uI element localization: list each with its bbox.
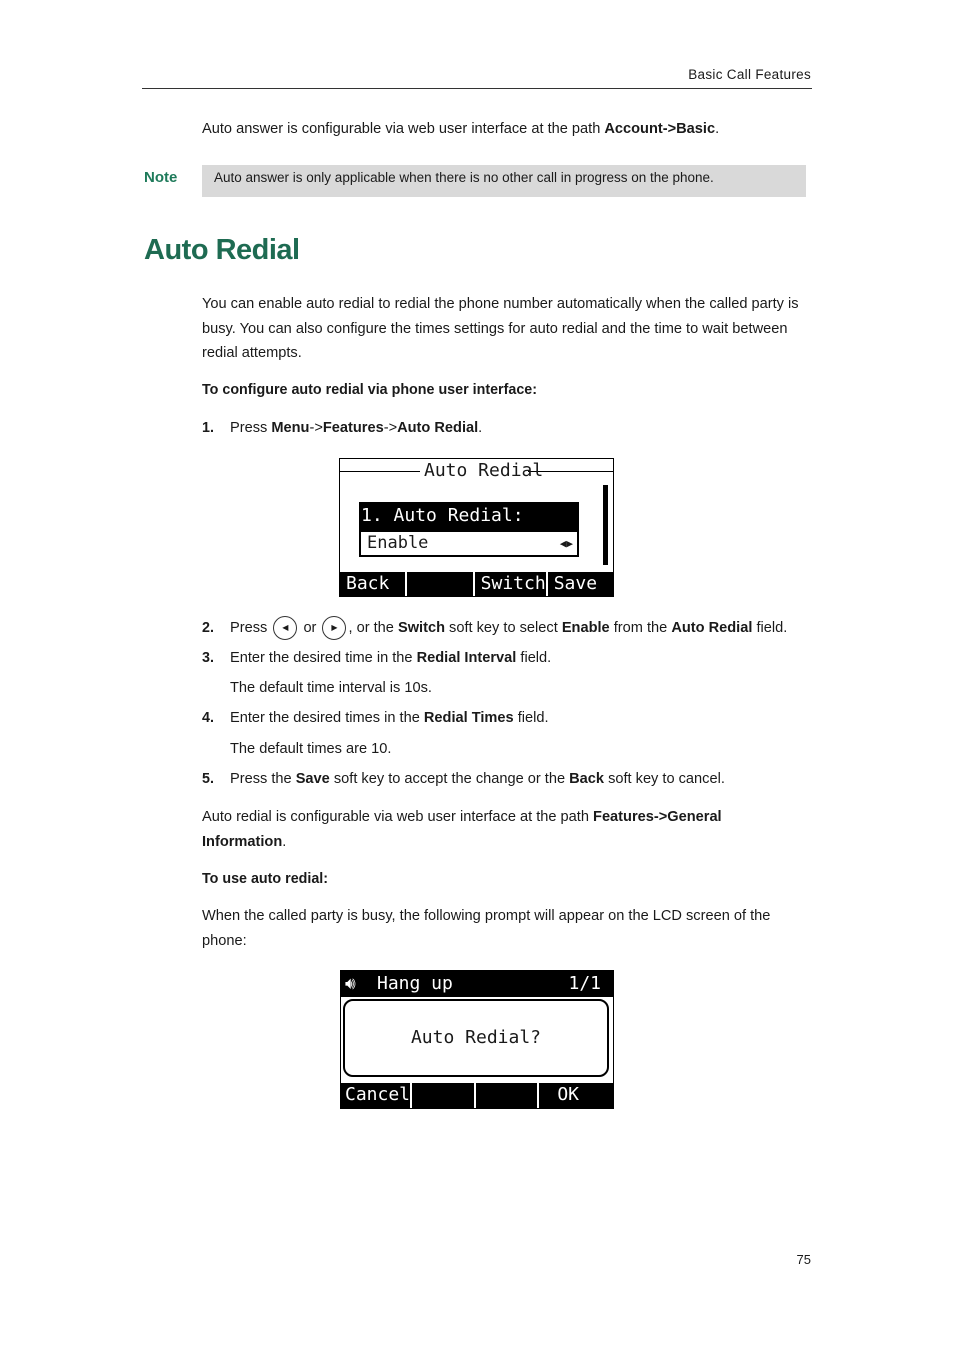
intro-paragraph bbox=[202, 117, 812, 142]
web-text: Auto redial is configurable via web user interface at the path bbox=[202, 809, 594, 825]
lcd-auto-redial-screen bbox=[339, 458, 614, 597]
step-3-sub: The default time interval is 10s. bbox=[230, 680, 432, 696]
step-2-text-b: soft key to select bbox=[445, 620, 562, 636]
step-2-text-a: , or the bbox=[348, 620, 398, 636]
lcd-status-bar bbox=[341, 971, 613, 997]
lcd-scrollbar bbox=[603, 485, 608, 565]
path-separator: -> bbox=[662, 121, 677, 137]
running-header: Basic Call Features bbox=[688, 67, 811, 82]
sep: -> bbox=[309, 420, 323, 436]
intro-text: Auto answer is configurable via web user interface at the path bbox=[202, 121, 605, 137]
step-2-text bbox=[230, 616, 787, 641]
key-auto-redial: Auto Redial bbox=[671, 620, 753, 636]
path-general-information: General Information bbox=[202, 809, 722, 850]
lcd-softkey-bar bbox=[341, 1083, 613, 1108]
softkey-switch[interactable]: Switch bbox=[473, 572, 546, 596]
field-redial-times: Redial Times bbox=[423, 710, 514, 726]
lcd-prompt-text: Auto Redial? bbox=[410, 1027, 542, 1048]
softkey-ok[interactable]: OK bbox=[537, 1083, 613, 1108]
step-4-post: field. bbox=[513, 710, 549, 726]
key-save: Save bbox=[295, 771, 330, 787]
step-3-text bbox=[230, 646, 551, 671]
key-enable: Enable bbox=[561, 620, 610, 636]
step-1-number: 1. bbox=[202, 420, 214, 436]
step-1-post: . bbox=[478, 420, 483, 436]
step-5-post: soft key to cancel. bbox=[604, 771, 725, 787]
step-3-number: 3. bbox=[202, 650, 214, 666]
step-4-pre: Enter the desired times in the bbox=[230, 710, 424, 726]
speaker-icon: 🔊︎ bbox=[345, 974, 356, 994]
sep: -> bbox=[383, 420, 398, 436]
lcd-selected-item: 1. Auto Redial: bbox=[359, 502, 579, 530]
key-features: Features bbox=[322, 420, 384, 436]
lcd-value: Enable bbox=[367, 533, 429, 553]
softkey-empty[interactable] bbox=[405, 572, 472, 596]
use-heading: To use auto redial: bbox=[202, 871, 329, 887]
path-account: Account bbox=[604, 121, 663, 137]
intro-end: . bbox=[715, 121, 720, 137]
lcd-title: Auto Redial bbox=[424, 460, 544, 481]
section-title: Auto Redial bbox=[144, 234, 300, 266]
step-5-pre: Press the bbox=[230, 771, 296, 787]
lcd-softkey-bar bbox=[340, 572, 613, 596]
step-2-number: 2. bbox=[202, 620, 214, 636]
step-2-text-c: from the bbox=[609, 620, 672, 636]
key-switch: Switch bbox=[397, 620, 445, 636]
step-3-post: field. bbox=[516, 650, 552, 666]
softkey-save[interactable]: Save bbox=[546, 572, 613, 596]
softkey-empty[interactable] bbox=[410, 1083, 474, 1108]
use-text: When the called party is busy, the following prompt will appear on the LCD screen of the phone: bbox=[202, 908, 771, 949]
lcd-value-field bbox=[359, 530, 579, 557]
section-description: You can enable auto redial to redial the phone number automatically when the called party is busy. You can also configure the times settings for auto redial and the time to wait between redial attempts. bbox=[202, 296, 799, 361]
step-2-pre: Press bbox=[230, 620, 268, 636]
note-label: Note bbox=[144, 169, 178, 186]
key-menu: Menu bbox=[271, 420, 310, 436]
path-separator: -> bbox=[653, 809, 668, 825]
step-4-text bbox=[230, 706, 549, 731]
step-2-or: or bbox=[303, 620, 317, 636]
note-text: Auto answer is only applicable when there is no other call in progress on the phone. bbox=[214, 170, 714, 185]
page-number: 75 bbox=[796, 1252, 811, 1267]
softkey-back[interactable]: Back bbox=[346, 573, 390, 594]
step-4-sub: The default times are 10. bbox=[230, 741, 392, 757]
key-back: Back bbox=[569, 771, 605, 787]
softkey-cancel[interactable]: Cancel bbox=[345, 1084, 411, 1105]
step-1-text bbox=[230, 416, 482, 441]
web-end: . bbox=[282, 833, 287, 850]
right-arrow-key-icon: ▶ bbox=[322, 616, 346, 640]
header-rule bbox=[142, 88, 812, 89]
path-basic: Basic bbox=[676, 121, 716, 137]
step-5-text bbox=[230, 767, 725, 792]
lcd-hang-up-screen bbox=[340, 970, 614, 1109]
step-3-pre: Enter the desired time in the bbox=[230, 650, 417, 666]
left-right-arrows-icon: ◀▶ bbox=[559, 537, 573, 550]
left-arrow-key-icon: ◀ bbox=[273, 616, 297, 640]
lcd-prompt-box bbox=[343, 999, 609, 1077]
title-rule-left bbox=[340, 471, 420, 472]
path-features: Features bbox=[593, 809, 654, 825]
lcd-call-count: 1/1 bbox=[568, 973, 601, 994]
step-5-mid: soft key to accept the change or the bbox=[329, 771, 570, 787]
key-auto-redial: Auto Redial bbox=[397, 420, 479, 436]
step-4-number: 4. bbox=[202, 710, 214, 726]
configure-heading: To configure auto redial via phone user interface: bbox=[202, 382, 537, 398]
step-2-text-d: field. bbox=[752, 620, 788, 636]
softkey-empty[interactable] bbox=[474, 1083, 538, 1108]
step-1-pre: Press bbox=[230, 420, 272, 436]
step-5-number: 5. bbox=[202, 771, 214, 787]
lcd-status-text: Hang up bbox=[377, 973, 453, 994]
field-redial-interval: Redial Interval bbox=[416, 650, 517, 666]
web-path-paragraph bbox=[202, 805, 802, 854]
